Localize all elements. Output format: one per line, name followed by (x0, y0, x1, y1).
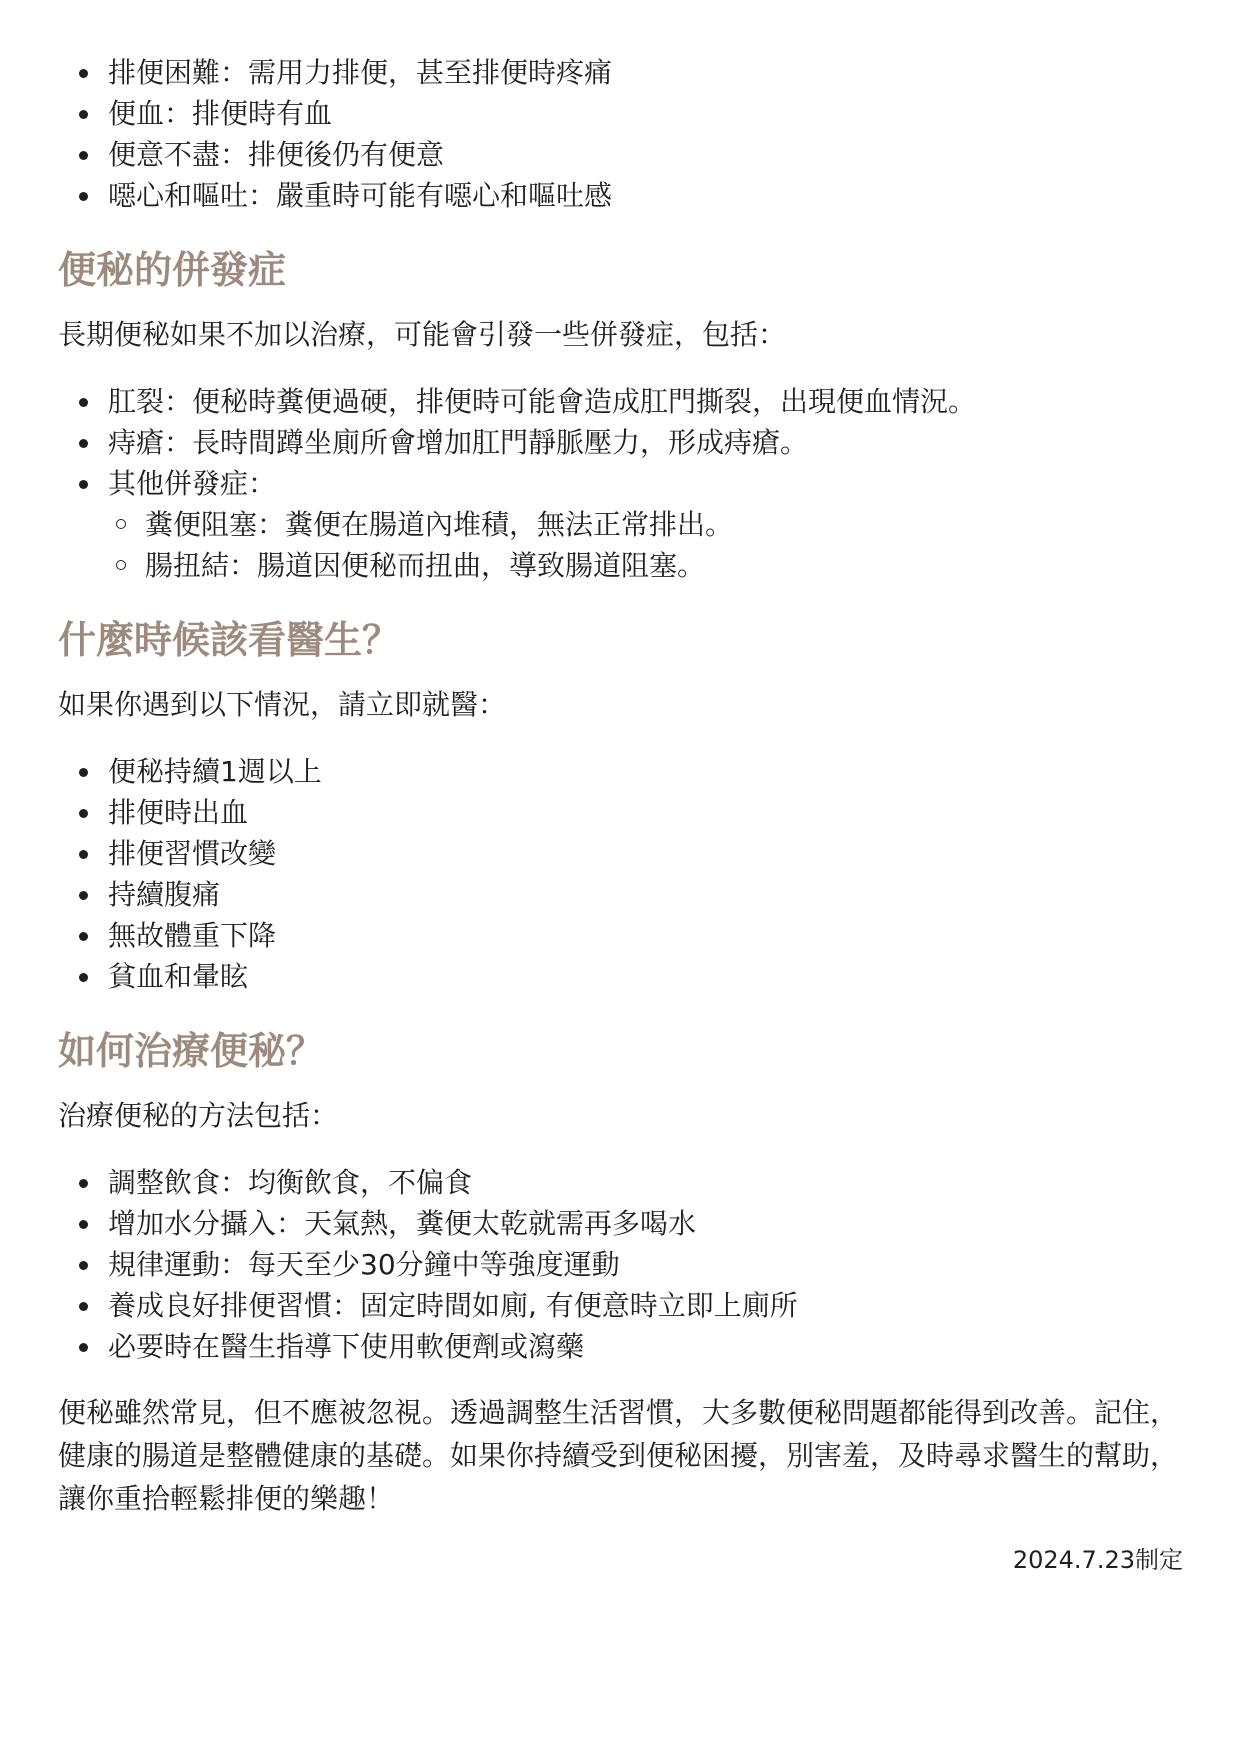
closing-paragraph: 便秘雖然常見，但不應被忽視。透過調整生活習慣，大多數便秘問題都能得到改善。記住，健康的腸道是整體健康的基礎。如果你持續受到便秘困擾，別害羞，及時尋求醫生的幫助，讓你重拾輕鬆排便的樂趣！ (58, 1396, 1179, 1515)
see-doctor-list (58, 751, 1183, 997)
symptom-list (58, 52, 1183, 216)
complications-sublist (108, 504, 1183, 586)
list-item: 貧血和暈眩 (58, 956, 1183, 997)
see-doctor-intro: 如果你遇到以下情況，請立即就醫： (58, 688, 507, 721)
list-item: 痔瘡：長時間蹲坐廁所會增加肛門靜脈壓力，形成痔瘡。 (58, 422, 1183, 463)
sub-list-item: 腸扭結：腸道因便秘而扭曲，導致腸道阻塞。 (108, 545, 1183, 586)
list-item (58, 463, 1183, 586)
section-heading-treatment: 如何治療便秘？ (58, 1029, 325, 1073)
section-heading-complications: 便秘的併發症 (58, 248, 287, 292)
treatment-intro: 治療便秘的方法包括： (58, 1099, 339, 1132)
list-item: 排便習慣改變 (58, 833, 1183, 874)
list-item: 必要時在醫生指導下使用軟便劑或瀉藥 (58, 1326, 1183, 1367)
complications-intro: 長期便秘如果不加以治療，可能會引發一些併發症，包括： (58, 318, 787, 351)
list-item: 持續腹痛 (58, 874, 1183, 915)
list-item: 增加水分攝入：天氣熱，糞便太乾就需再多喝水 (58, 1203, 1183, 1244)
list-item: 便血：排便時有血 (58, 93, 1183, 134)
list-item: 便秘持續1週以上 (58, 751, 1183, 792)
list-item: 養成良好排便習慣：固定時間如廁, 有便意時立即上廁所 (58, 1285, 1183, 1326)
treatment-list (58, 1162, 1183, 1367)
document-page (58, 52, 1183, 1578)
list-item: 排便困難：需用力排便，甚至排便時疼痛 (58, 52, 1183, 93)
section-heading-see-doctor: 什麼時候該看醫生？ (58, 618, 401, 662)
list-item-label: 其他併發症： (108, 467, 277, 500)
list-item: 調整飲食：均衡飲食，不偏食 (58, 1162, 1183, 1203)
list-item: 肛裂：便秘時糞便過硬，排便時可能會造成肛門撕裂，出現便血情況。 (58, 381, 1183, 422)
date-stamp: 2024.7.23制定 (1012, 1546, 1183, 1574)
list-item: 噁心和嘔吐：嚴重時可能有噁心和嘔吐感 (58, 175, 1183, 216)
complications-list (58, 381, 1183, 586)
list-item: 排便時出血 (58, 792, 1183, 833)
list-item: 無故體重下降 (58, 915, 1183, 956)
sub-list-item: 糞便阻塞：糞便在腸道內堆積，無法正常排出。 (108, 504, 1183, 545)
list-item: 規律運動：每天至少30分鐘中等強度運動 (58, 1244, 1183, 1285)
list-item: 便意不盡：排便後仍有便意 (58, 134, 1183, 175)
